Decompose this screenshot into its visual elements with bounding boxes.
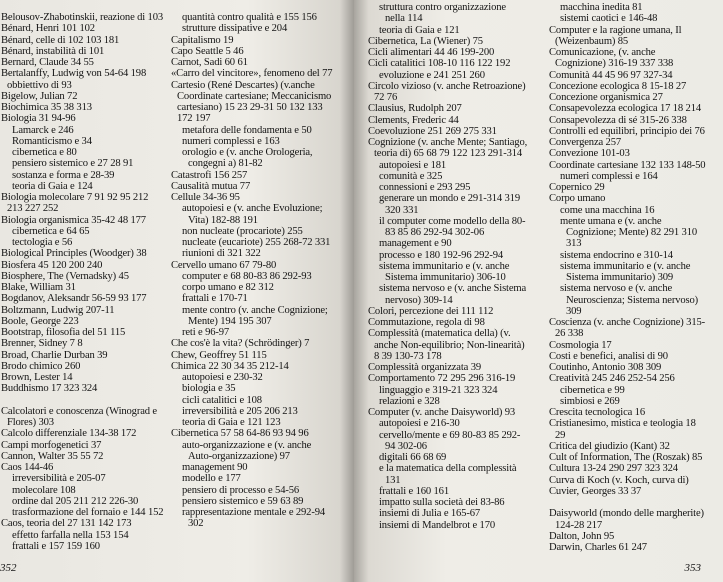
index-subentry: frattali e 170-71	[182, 293, 248, 305]
index-subentry: e la matematica della complessità 131	[379, 463, 517, 486]
index-entry: Bogdanov, Aleksandr 56-59 93 177	[1, 293, 147, 305]
index-subentry: cibernetica e 99	[560, 384, 625, 396]
index-subentry: simbiosi e 269	[560, 395, 620, 407]
index-subentry: effetto farfalla nella 153 154	[12, 529, 129, 541]
index-entry: Dalton, John 95	[549, 530, 615, 542]
index-entry: Capo Seattle 5 46	[171, 45, 244, 57]
index-entry: Biochimica 35 38 313	[1, 102, 92, 113]
index-column-left-2	[171, 12, 336, 530]
index-entry: Complessità organizzata 39	[368, 362, 481, 373]
index-entry: Buddhismo 17 323 324	[1, 383, 98, 395]
index-entry: Clements, Frederic 44	[368, 114, 459, 126]
index-entry: Concezione ecologica 8 15-18 27	[549, 80, 687, 92]
index-subentry: autopoiesi e 230-32	[182, 372, 263, 383]
index-entry: Daisyworld (mondo delle margherite) 124-28 217	[549, 508, 704, 531]
index-entry: Cibernetica, La (Wiener) 75	[368, 35, 483, 47]
index-subentry: biologia e 35	[182, 383, 236, 395]
index-column-right-1	[368, 2, 528, 531]
index-entry: Chew, Geoffrey 51 115	[171, 349, 267, 361]
index-entry: Cartesio (René Descartes) (v.anche Coordinate cartesiane; Meccanicismo cartesiano) 15 23 29-31 50 132 133 172 197	[171, 79, 332, 125]
index-subentry: riunioni di 321 322	[182, 248, 261, 260]
index-entry: Cicli catalitici 108-10 116 122 192	[368, 58, 511, 70]
index-subentry: irreversibilità e 205 206 213	[182, 405, 298, 417]
index-subentry: connessioni e 293 295	[379, 182, 471, 193]
index-subentry: il computer come modello della 80-83 85 86 292-94 302-06	[379, 215, 526, 238]
index-column-left-1	[1, 12, 165, 552]
index-entry: Brodo chimico 260	[1, 360, 81, 372]
index-entry: Crescita tecnologica 16	[549, 407, 645, 418]
left-page	[0, 0, 354, 582]
index-subentry: auto-organizzazione e (v. anche Auto-organizzazione) 97	[182, 439, 312, 462]
index-subentry: Romanticismo e 34	[12, 135, 92, 147]
index-entry: Che cos'è la vita? (Schrödinger) 7	[171, 338, 310, 350]
index-entry: Calcolo differenziale 134-38 172	[1, 428, 137, 440]
index-entry: Bénard, celle di 102 103 181	[1, 34, 120, 46]
index-subentry: evoluzione e 241 251 260	[379, 69, 485, 81]
index-entry: Creatività 245 246 252-54 256	[549, 373, 675, 385]
index-subentry: rappresentazione mentale e 292-94 302	[182, 507, 326, 530]
right-page	[354, 0, 723, 582]
index-subentry: relazioni e 328	[379, 395, 440, 407]
index-entry	[1, 395, 165, 406]
index-entry: Cristianesimo, mistica e teologia 18 29	[549, 418, 696, 441]
index-entry: Broad, Charlie Durban 39	[1, 349, 108, 361]
index-subentry: pensiero sistemico e 27 28 91	[12, 158, 134, 170]
index-subentry: metafora delle fondamenta e 50	[182, 124, 312, 136]
index-entry: Bigelow, Julian 72	[1, 90, 78, 102]
index-subentry: Lamarck e 246	[12, 124, 74, 136]
index-subentry: struttura contro organizzazione nella 114	[379, 2, 506, 25]
index-subentry: sistema nervoso e (v. anche Neuroscienza; Sistema nervoso) 309	[560, 283, 698, 317]
index-entry: Cult of Information, The (Roszak) 85	[549, 452, 703, 463]
index-entry: Campi morfogenetici 37	[1, 439, 102, 451]
index-subentry: come una macchina 16	[560, 204, 655, 216]
index-entry: Coevoluzione 251 269 275 331	[368, 125, 497, 137]
index-entry: Clausius, Rudolph 207	[368, 103, 462, 115]
index-entry: Cognizione (v. anche Mente; Santiago, teoria di) 65 68 79 122 123 291-314	[368, 137, 528, 160]
index-subentry: autopoiesi e 216-30	[379, 418, 460, 430]
index-subentry: nucleate (eucariote) 255 268-72 331	[182, 237, 331, 248]
index-entry: Copernico 29	[549, 182, 605, 193]
index-entry: Consapevolezza ecologica 17 18 214	[549, 103, 701, 115]
index-entry: Boole, George 223	[1, 315, 79, 327]
index-entry: Brown, Lester 14	[1, 372, 73, 383]
index-entry: Cervello umano 67 79-80	[171, 259, 277, 271]
index-entry: Caos, teoria del 27 131 142 173	[1, 518, 132, 530]
index-subentry: modello e 177	[182, 473, 241, 485]
index-subentry: insiemi di Mandelbrot e 170	[379, 519, 495, 531]
index-subentry: teoria di Gaia e 121 123	[182, 417, 281, 428]
index-subentry: impatto sulla società dei 83-86	[379, 497, 505, 508]
index-entry: Convergenza 257	[549, 137, 621, 148]
index-subentry: linguaggio e 319-21 323 324	[379, 384, 498, 396]
index-subentry: teoria di Gaia e 124	[12, 180, 93, 192]
index-entry: Capitalismo 19	[171, 34, 234, 46]
index-subentry: cervello/mente e 69 80-83 85 292-94 302-06	[379, 429, 521, 452]
index-entry: Curva di Koch (v. Koch, curva di)	[549, 474, 689, 486]
index-subentry: cibernetica e 80	[12, 147, 77, 158]
index-entry: Comportamento 72 295 296 316-19	[368, 373, 516, 385]
index-subentry: trasformazione del fornaio e 144 152	[12, 507, 164, 518]
index-subentry: sostanza e forma e 28-39	[12, 169, 115, 181]
index-entry: Belousov-Zhabotinskii, reazione di 103	[1, 12, 164, 23]
index-subentry: cicli catalitici e 108	[182, 394, 262, 406]
index-entry: Cuvier, Georges 33 37	[549, 485, 642, 497]
index-subentry: cibernetica e 64 65	[12, 225, 90, 237]
index-subentry: processo e 180 192-96 292-94	[379, 249, 504, 261]
index-entry: Catastrofi 156 257	[171, 169, 248, 181]
index-subentry: frattali e 160 161	[379, 485, 449, 497]
index-entry: Carnot, Sadi 60 61	[171, 57, 248, 68]
index-entry: Boltzmann, Ludwig 207-11	[1, 304, 115, 316]
index-entry: Calcolatori e conoscenza (Winograd e Flores) 303	[1, 405, 157, 428]
index-entry: Commutazione, regola di 98	[368, 317, 485, 328]
index-entry: Bénard, instabilità di 101	[1, 45, 105, 57]
index-entry: Causalità mutua 77	[171, 180, 251, 192]
index-entry: Computer (v. anche Daisyworld) 93	[368, 407, 516, 418]
page-number-right: 353	[684, 562, 701, 574]
index-subentry: autopoiesi e (v. anche Evoluzione; Vita) 182-88 191	[182, 203, 323, 226]
index-entry: Complessità (matematica della) (v. anche Non-equilibrio; Non-linearità) 8 39 130-73 178	[368, 328, 525, 362]
index-subentry: management 90	[182, 462, 248, 473]
index-entry: Cannon, Walter 35 55 72	[1, 450, 104, 462]
index-entry: Cosmologia 17	[549, 339, 612, 351]
index-subentry: pensiero sistemico e 59 63 89	[182, 495, 304, 507]
index-entry: Biosphere, The (Vernadsky) 45	[1, 270, 129, 282]
index-subentry: irreversibilità e 205-07	[12, 473, 106, 485]
index-entry: Chimica 22 30 34 35 212-14	[171, 360, 289, 372]
index-subentry: strutture dissipative e 204	[182, 23, 288, 35]
index-subentry: molecolare 108	[12, 484, 76, 496]
index-entry: Blake, William 31	[1, 282, 76, 293]
index-entry: Caos 144-46	[1, 462, 54, 473]
index-entry: Circolo vizioso (v. anche Retroazione) 72 76	[368, 80, 526, 103]
index-subentry: sistema immunitario e (v. anche Sistema immunitario) 306-10	[379, 260, 510, 283]
index-entry: Comunità 44 45 96 97 327-34	[549, 69, 673, 81]
index-subentry: computer e 68 80-83 86 292-93	[182, 270, 312, 282]
index-entry: Bootstrap, filosofia del 51 115	[1, 327, 126, 338]
index-entry: Biologia molecolare 7 91 92 95 212 213 227 252	[1, 192, 149, 215]
index-entry: Costi e benefici, analisi di 90	[549, 350, 668, 362]
index-entry: Convezione 101-03	[549, 148, 630, 160]
index-subentry: sistema endocrino e 310-14	[560, 249, 673, 261]
index-subentry: reti e 96-97	[182, 327, 230, 338]
index-entry	[549, 497, 707, 508]
index-subentry: teoria di Gaia e 121	[379, 24, 460, 36]
index-entry: Cellule 34-36 95	[171, 192, 240, 203]
index-entry: Colori, percezione dei 111 112	[368, 305, 494, 317]
index-entry: Coutinho, Antonio 308 309	[549, 362, 662, 373]
index-entry: Computer e la ragione umana, Il (Weizenbaum) 85	[549, 24, 682, 47]
index-entry: Bertalanffy, Ludwig von 54-64 198 obbiettivo di 93	[1, 68, 147, 91]
index-entry: Cibernetica 57 58 64-86 93 94 96	[171, 428, 309, 440]
index-entry: Concezione organismica 27	[549, 92, 663, 103]
index-subentry: macchina inedita 81	[560, 2, 643, 13]
index-entry: Comunicazione, (v. anche Cognizione) 316-19 337 338	[549, 47, 674, 70]
index-subentry: orologio e (v. anche Orologeria, congegni a) 81-82	[182, 147, 313, 170]
index-subentry: autopoiesi e 181	[379, 159, 447, 171]
index-entry: Biosfera 45 120 200 240	[1, 259, 103, 271]
index-subentry: comunità e 325	[379, 170, 443, 182]
index-entry: Biologia organismica 35-42 48 177	[1, 214, 146, 226]
index-subentry: sistema immunitario e (v. anche Sistema immunitario) 309	[560, 260, 691, 283]
index-subentry: quantità contro qualità e 155 156	[182, 12, 317, 23]
index-subentry: sistema nervoso e (v. anche Sistema nervoso) 309-14	[379, 283, 527, 306]
index-entry: Consapevolezza di sé 315-26 338	[549, 114, 687, 126]
index-entry: Darwin, Charles 61 247	[549, 542, 647, 553]
index-subentry: sistemi caotici e 146-48	[560, 13, 658, 25]
index-entry: Coscienza (v. anche Cognizione) 315-26 338	[549, 317, 705, 340]
index-entry: Controlli ed equilibri, principio dei 76	[549, 125, 705, 137]
index-entry: Cultura 13-24 290 297 323 324	[549, 463, 678, 475]
index-subentry: management e 90	[379, 238, 452, 250]
index-subentry: frattali e 157 159 160	[12, 540, 100, 552]
index-subentry: corpo umano e 82 312	[182, 282, 274, 293]
index-subentry: insiemi di Julia e 165-67	[379, 508, 480, 520]
index-subentry: mente contro (v. anche Cognizione; Mente) 194 195 307	[182, 304, 328, 327]
index-subentry: mente umana e (v. anche Cognizione; Mente) 82 291 310 313	[560, 215, 697, 250]
index-subentry: pensiero di processo e 54-56	[182, 484, 300, 496]
index-subentry: digitali 66 68 69	[379, 452, 447, 463]
index-entry: Coordinate cartesiane 132 133 148-50	[549, 159, 706, 171]
index-subentry: numeri complessi e 164	[560, 170, 658, 182]
index-subentry: generare un mondo e 291-314 319 320 331	[379, 193, 520, 216]
index-entry: Corpo umano	[549, 193, 606, 205]
index-column-right-2	[549, 2, 707, 553]
index-entry: Bernard, Claude 34 55	[1, 57, 94, 68]
index-subentry: ordine dal 205 211 212 226-30	[12, 495, 139, 507]
index-entry: Biological Principles (Woodger) 38	[1, 248, 147, 260]
index-entry: «Carro del vincitore», fenomeno del 77	[171, 68, 333, 80]
index-entry: Biologia 31 94-96	[1, 113, 76, 125]
index-entry: Brenner, Sidney 7 8	[1, 338, 83, 350]
index-subentry: tectologia e 56	[12, 237, 73, 248]
index-entry: Cicli alimentari 44 46 199-200	[368, 47, 495, 58]
index-entry: Bénard, Henri 101 102	[1, 23, 95, 35]
index-subentry: numeri complessi e 163	[182, 135, 280, 147]
index-entry: Critica del giudizio (Kant) 32	[549, 440, 670, 452]
index-subentry: non nucleate (procariote) 255	[182, 225, 303, 237]
page-number-left: 352	[0, 562, 17, 574]
